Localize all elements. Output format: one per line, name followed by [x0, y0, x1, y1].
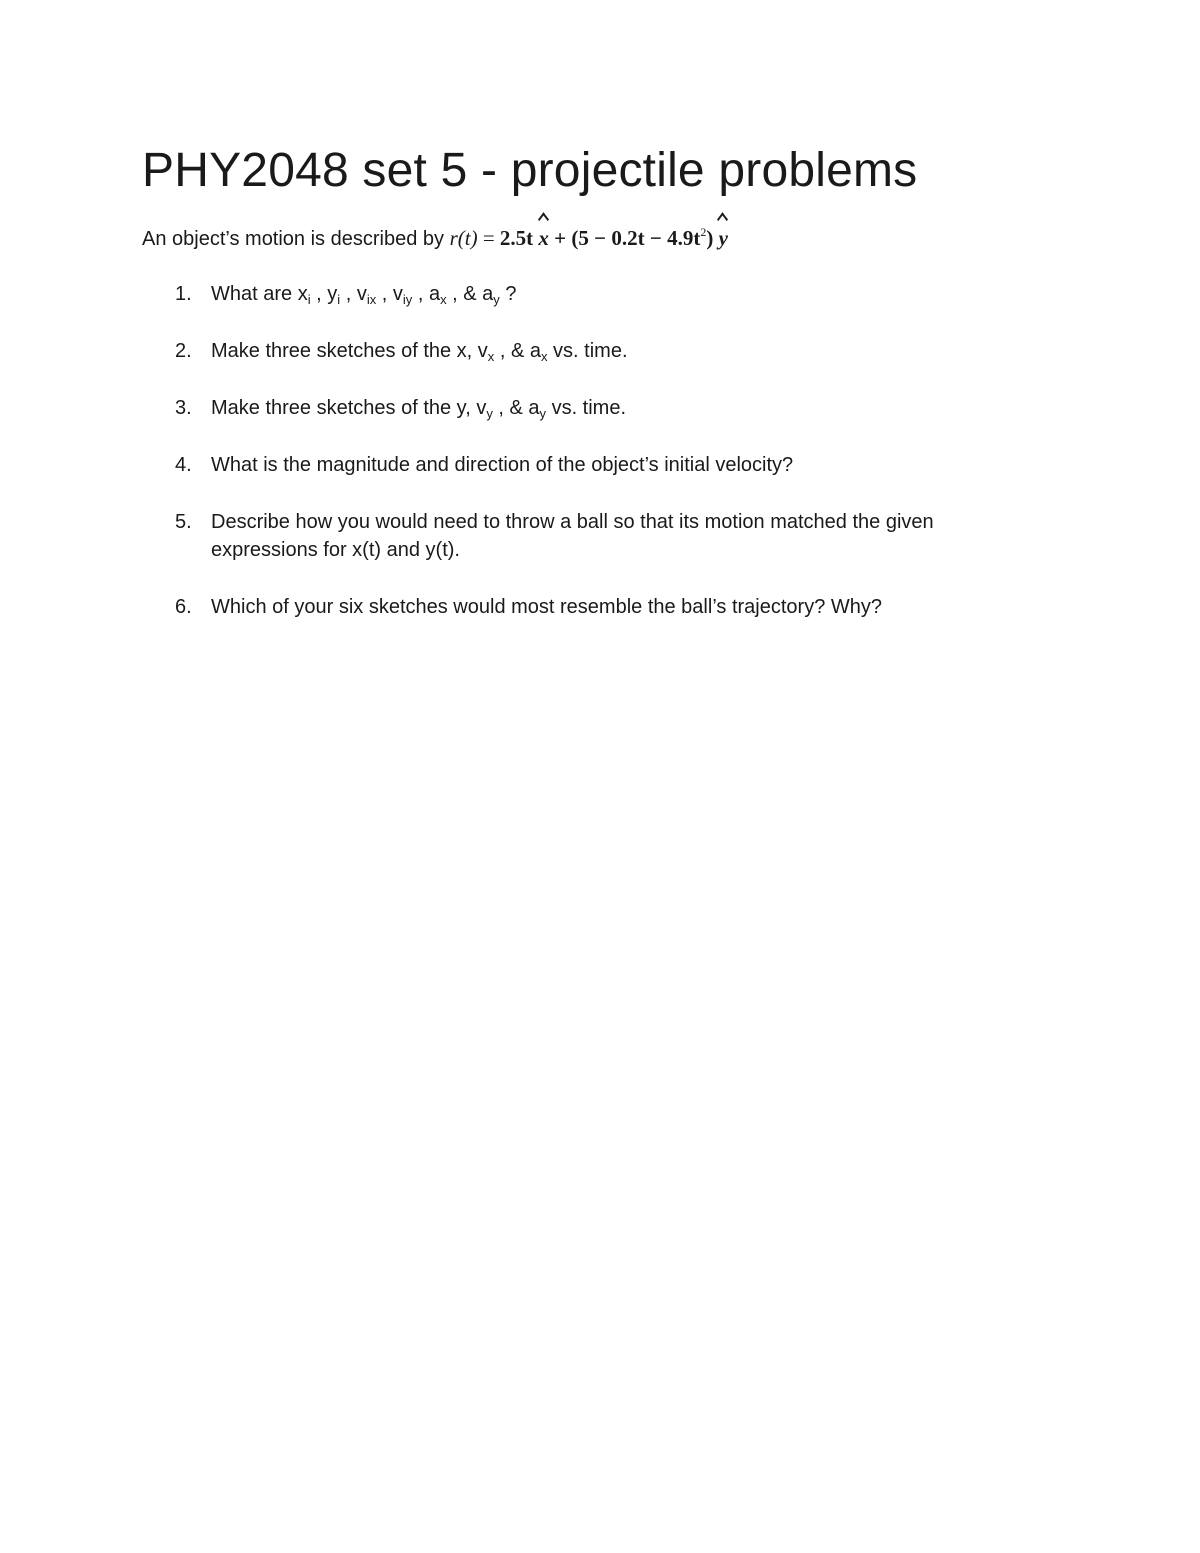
- subscript: x: [440, 292, 447, 307]
- question-text: What is the magnitude and direction of the object’s initial velocity?: [211, 454, 794, 476]
- eq-open-paren: (: [571, 226, 579, 250]
- eq-equals: =: [482, 226, 495, 250]
- document-title: PHY2048 set 5 - projectile problems: [142, 144, 918, 197]
- subscript: i: [337, 292, 341, 307]
- question-text: vs. time.: [547, 340, 628, 362]
- subscript: y: [493, 292, 500, 307]
- motion-description: [142, 224, 728, 253]
- eq-lhs: r(t): [449, 226, 478, 250]
- subscript: x: [487, 349, 495, 364]
- question-text: , & a: [492, 397, 540, 419]
- eq-quad-power: 2: [700, 225, 707, 239]
- subscript: ix: [366, 292, 377, 307]
- eq-minus-2: −: [649, 226, 662, 250]
- eq-const: 5: [578, 226, 589, 250]
- question-item: [142, 451, 1042, 479]
- question-item: [142, 394, 1042, 422]
- question-text: Make three sketches of the y, v: [211, 397, 487, 419]
- subscript: i: [307, 292, 311, 307]
- question-text: , & a: [446, 283, 494, 305]
- eq-term1-coeff: 2.5t: [499, 226, 534, 250]
- question-number: 3.: [175, 397, 192, 419]
- question-text: , v: [376, 283, 403, 305]
- question-number: 1.: [175, 283, 192, 305]
- question-text: Make three sketches of the x, v: [211, 340, 488, 362]
- question-text: ?: [499, 283, 517, 305]
- question-item: [142, 337, 1042, 365]
- question-number: 2.: [175, 340, 192, 362]
- subscript: y: [539, 406, 547, 421]
- question-text: vs. time.: [546, 397, 627, 419]
- question-item: [142, 593, 1042, 621]
- eq-x-unit-vector: x: [538, 226, 549, 250]
- question-list: [142, 280, 1042, 650]
- question-number: 6.: [175, 596, 192, 618]
- eq-linear-term: 0.2t: [611, 226, 645, 250]
- question-text: What are x: [211, 283, 308, 305]
- eq-quad-coeff: 4.9t: [667, 226, 701, 250]
- question-number: 4.: [175, 454, 192, 476]
- question-text: , y: [310, 283, 338, 305]
- position-equation: [450, 226, 728, 250]
- eq-y-unit-vector: y: [718, 226, 728, 250]
- question-item: [142, 280, 1042, 308]
- eq-minus-1: −: [594, 226, 607, 250]
- question-item: [142, 508, 1042, 564]
- question-text: , & a: [494, 340, 541, 362]
- subscript: iy: [402, 292, 413, 307]
- question-number: 5.: [175, 511, 192, 533]
- eq-close-paren: ): [706, 226, 714, 250]
- question-text: Describe how you would need to throw a ball so that its motion matched the given expressions for x(t) and y(t).: [211, 511, 934, 561]
- subscript: x: [541, 349, 548, 364]
- intro-text: An object’s motion is described by: [142, 228, 445, 250]
- question-text: , v: [340, 283, 367, 305]
- question-text: , a: [412, 283, 441, 305]
- question-text: Which of your six sketches would most resemble the ball’s trajectory? Why?: [211, 596, 883, 618]
- subscript: y: [486, 406, 493, 421]
- eq-plus: +: [554, 226, 567, 250]
